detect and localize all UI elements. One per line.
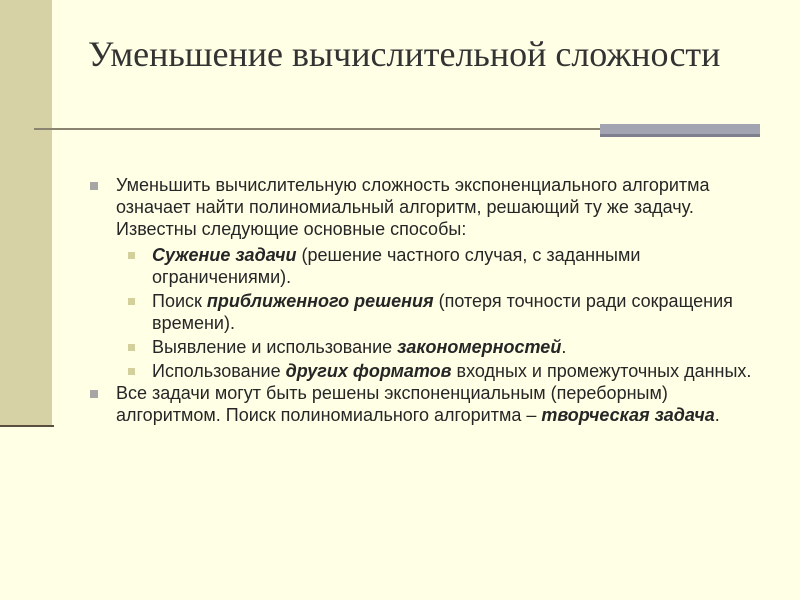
slide-content: [88, 174, 768, 430]
square-bullet-icon: [128, 368, 135, 375]
bullet-text: .: [714, 405, 720, 425]
bullet-text: .: [561, 337, 567, 357]
sub-bullet-item: [88, 244, 768, 288]
square-bullet-icon: [90, 182, 98, 190]
side-decor-line: [0, 425, 54, 427]
square-bullet-icon: [90, 390, 98, 398]
slide-title: Уменьшение вычислительной сложности: [88, 34, 721, 74]
bullet-text: Все задачи могут быть решены экспоненциальным (переборным) алгоритмом. Поиск полиномиального алгоритма –: [116, 383, 668, 425]
square-bullet-icon: [128, 344, 135, 351]
bullet-text: Выявление и использование: [152, 337, 398, 357]
title-divider: [34, 128, 614, 130]
bullet-text: (потеря точности ради сокращения времени).: [152, 291, 733, 333]
emphasis-text: других форматов: [285, 361, 452, 381]
bullet-text: (решение частного случая, с заданными ограничениями).: [152, 245, 641, 287]
emphasis-text: Сужение задачи: [152, 245, 297, 265]
emphasis-text: приближенного решения: [206, 291, 434, 311]
emphasis-text: закономерностей: [397, 337, 562, 357]
sub-bullet-item: [88, 290, 768, 334]
square-bullet-icon: [128, 252, 135, 259]
sub-bullet-item: [88, 360, 768, 382]
sub-bullet-item: [88, 336, 768, 358]
bullet-text: Использование: [152, 361, 286, 381]
title-accent-block: [600, 124, 760, 134]
bullet-text: Уменьшить вычислительную сложность экспоненциального алгоритма означает найти полиномиальный алгоритм, решающий ту же задачу. Известны следующие основные способы:: [116, 175, 710, 239]
emphasis-text: творческая задача: [541, 405, 715, 425]
square-bullet-icon: [128, 298, 135, 305]
bullet-text: Поиск: [152, 291, 207, 311]
bullet-item: [88, 174, 768, 240]
side-decor-band: [0, 0, 52, 425]
bullet-text: входных и промежуточных данных.: [451, 361, 752, 381]
bullet-item: [88, 382, 768, 426]
